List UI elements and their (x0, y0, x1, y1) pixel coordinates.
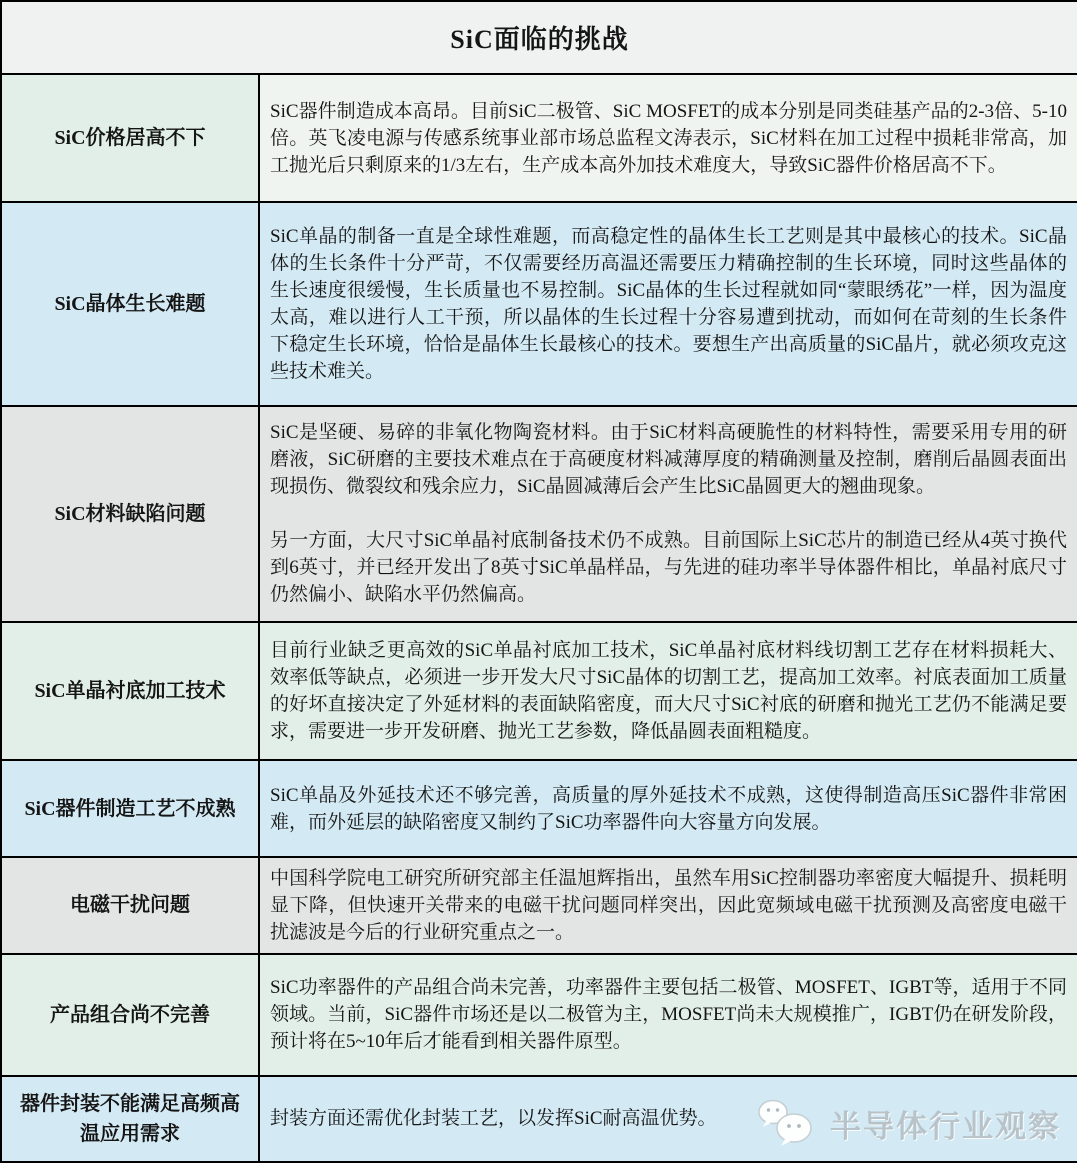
table-row (1, 760, 1077, 857)
row-paragraph: 封装方面还需优化封装工艺，以发挥SiC耐高温优势。 (270, 1108, 717, 1130)
row-label: 电磁干扰问题 (1, 857, 259, 953)
row-label: SiC单晶衬底加工技术 (1, 622, 259, 760)
row-content (259, 760, 1077, 857)
watermark-text: 半导体行业观察 (830, 1108, 1061, 1144)
row-paragraph: SiC单晶及外延技术还不够完善，高质量的厚外延技术不成熟，这使得制造高压SiC器件非常困难，而外延层的缺陷密度又制约了SiC功率器件向大容量方向发展。 (270, 784, 1067, 833)
table-row (1, 74, 1077, 202)
row-content (259, 622, 1077, 760)
page-title: SiC面临的挑战 (1, 1, 1077, 74)
row-paragraph: 目前行业缺乏更高效的SiC单晶衬底加工技术，SiC单晶衬底材料线切割工艺存在材料损耗大、效率低等缺点，必须进一步开发大尺寸SiC晶体的切割工艺，提高加工效率。衬底表面加工质量的好坏直接决定了外延材料的表面缺陷密度，而大尺寸SiC衬底的研磨和抛光工艺仍不能满足要求，需要进一步开发研磨、抛光工艺参数，降低晶圆表面粗糙度。 (270, 640, 1067, 743)
row-paragraph: SiC单晶的制备一直是全球性难题，而高稳定性的晶体生长工艺则是其中最核心的技术。SiC晶体的生长条件十分严苛，不仅需要经历高温还需要压力精确控制的生长环境，同时这些晶体的生长速度很缓慢，生长质量也不易控制。SiC晶体的生长过程就如同“蒙眼绣花”一样，因为温度太高，难以进行人工干预，所以晶体的生长过程十分容易遭到扰动，而如何在苛刻的生长条件下稳定生长环境，恰恰是晶体生长最核心的技术。要想生产出高质量的SiC晶片，就必须攻克这些技术难关。 (270, 225, 1067, 382)
row-content (259, 202, 1077, 405)
row-content (259, 406, 1077, 622)
row-content (259, 1076, 1077, 1162)
table-body (1, 74, 1077, 1162)
row-label: SiC价格居高不下 (1, 74, 259, 202)
row-content (259, 954, 1077, 1076)
table-row (1, 406, 1077, 622)
row-label: 器件封装不能满足高频高温应用需求 (1, 1076, 259, 1162)
table-row (1, 857, 1077, 953)
row-label: SiC晶体生长难题 (1, 202, 259, 405)
row-paragraph: SiC是坚硬、易碎的非氧化物陶瓷材料。由于SiC材料高硬脆性的材料特性，需要采用专用的研磨液，SiC研磨的主要技术难点在于高硬度材料减薄厚度的精确测量及控制，磨削后晶圆表面出现损伤、微裂纹和残余应力，SiC晶圆减薄后会产生比SiC晶圆更大的翘曲现象。 (270, 422, 1067, 498)
row-paragraph: SiC功率器件的产品组合尚未完善，功率器件主要包括二极管、MOSFET、IGBT等，适用于不同领域。当前，SiC器件市场还是以二极管为主，MOSFET尚未大规模推广，IGBT仍在研发阶段，预计将在5~10年后才能看到相关器件原型。 (270, 977, 1067, 1053)
title-row (1, 1, 1077, 74)
row-paragraph: SiC器件制造成本高昂。目前SiC二极管、SiC MOSFET的成本分别是同类硅基产品的2-3倍、5-10倍。英飞凌电源与传感系统事业部市场总监程文涛表示，SiC材料在加工过程中损耗非常高，加工抛光后只剩原来的1/3左右，生产成本高外加技术难度大，导致SiC器件价格居高不下。 (270, 100, 1067, 176)
table-row (1, 1076, 1077, 1162)
table-row (1, 202, 1077, 405)
row-paragraph: 中国科学院电工研究所研究部主任温旭辉指出，虽然车用SiC控制器功率密度大幅提升、损耗明显下降，但快速开关带来的电磁干扰问题同样突出，因此宽频域电磁干扰预测及高密度电磁干扰滤波是今后的行业研究重点之一。 (270, 867, 1067, 943)
table-row (1, 954, 1077, 1076)
row-label: SiC器件制造工艺不成熟 (1, 760, 259, 857)
row-content (259, 74, 1077, 202)
row-paragraph: 另一方面，大尺寸SiC单晶衬底制备技术仍不成熟。目前国际上SiC芯片的制造已经从4英寸换代到6英寸，并已经开发出了8英寸SiC单晶样品，与先进的硅功率半导体器件相比，单晶衬底尺寸仍然偏小、缺陷水平仍然偏高。 (270, 530, 1067, 606)
row-label: SiC材料缺陷问题 (1, 406, 259, 622)
row-label: 产品组合尚不完善 (1, 954, 259, 1076)
table-row (1, 622, 1077, 760)
row-content (259, 857, 1077, 953)
